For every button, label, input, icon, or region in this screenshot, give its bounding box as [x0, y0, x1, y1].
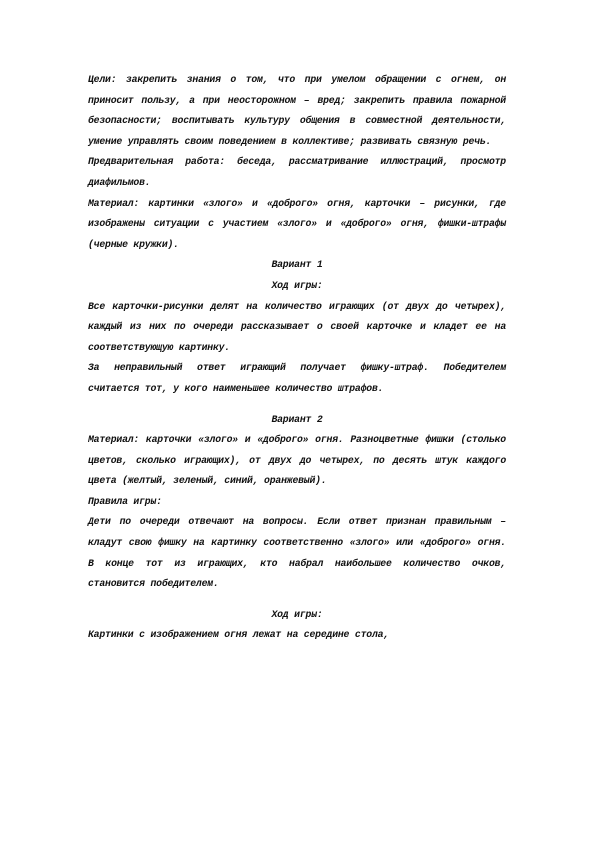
- game-course-1-paragraph-1: Все карточки-рисунки делят на количество играющих (от двух до четырех), каждый из них по очереди рассказывает о своей карточке и кладет ее на соответствующую картинку.: [88, 300, 506, 353]
- rules-heading: Правила игры:: [88, 495, 162, 507]
- game-course-2-heading: Ход игры:: [271, 608, 323, 620]
- game-course-1-heading: Ход игры:: [271, 279, 323, 291]
- preparation-paragraph: Предварительная работа: беседа, рассматривание иллюстраций, просмотр диафильмов.: [88, 156, 506, 188]
- variant-1-heading: Вариант 1: [271, 259, 323, 271]
- variant-2-heading: Вариант 2: [271, 413, 323, 425]
- materials-2-paragraph: Материал: карточки «злого» и «доброго» огня. Разноцветные фишки (столько цветов, сколько играющих), от двух до четырех, по десять штук каждого цвета (желтый, зеленый, синий, оранжевый).: [88, 434, 506, 487]
- section-gap: [88, 400, 506, 410]
- section-gap-2: [88, 595, 506, 605]
- game-course-1-paragraph-2: За неправильный ответ играющий получает фишку-штраф. Победителем считается тот, у кого наименьшее количество штрафов.: [88, 362, 506, 394]
- goal-paragraph: Цели: закрепить знания о том, что при умелом обращении с огнем, он приносит пользу, а при неосторожном – вред; закрепить правила пожарной безопасности; воспитывать культуру общения в совместной деятельности, умение управлять своим поведением в коллективе; развивать связную речь.: [88, 74, 506, 147]
- rules-paragraph: Дети по очереди отвечают на вопросы. Если ответ признан правильным – кладут свою фишку на картинку соответственно «злого» или «доброго» огня. В конце тот из играющих, кто набрал наибольшее количество очков, становится победителем.: [88, 516, 506, 590]
- materials-paragraph: Материал: картинки «злого» и «доброго» огня, карточки – рисунки, где изображены ситуации с участием «злого» и «доброго» огня, фишки-штрафы (черные кружки).: [88, 197, 506, 250]
- game-course-2-paragraph-1: Картинки с изображением огня лежат на середине стола,: [88, 629, 389, 641]
- document-page: [88, 70, 506, 646]
